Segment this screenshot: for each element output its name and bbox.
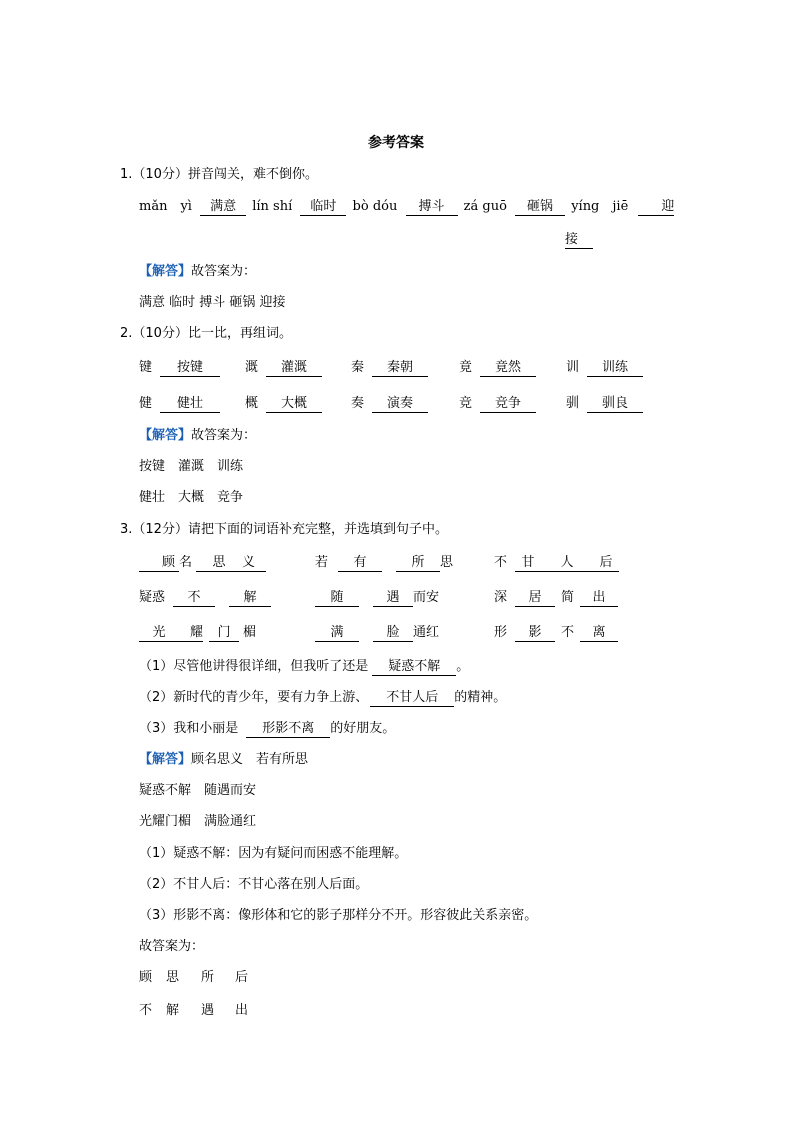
q1-answer-5a: 迎 xyxy=(638,198,674,216)
answer-char: 解 xyxy=(166,1003,180,1018)
given-char: 竟 xyxy=(459,360,473,375)
blank: 影 xyxy=(515,624,555,642)
blank: 光 xyxy=(139,624,179,642)
answer-word: 竟然 xyxy=(480,359,536,377)
given-char: 驯 xyxy=(566,396,580,411)
q2-item xyxy=(566,359,643,377)
q3-row-3-idiom-c xyxy=(494,624,618,642)
analysis-tag: 【解答】 xyxy=(139,752,192,767)
given-char: 训 xyxy=(566,360,580,375)
q3-row-3-idiom-b xyxy=(315,624,439,642)
given-char: 思 xyxy=(440,555,454,570)
q3-analysis-line-3: 光耀门楣 满脸通红 xyxy=(139,814,257,829)
answer-char: 后 xyxy=(235,970,249,985)
q3-explanation-1: （1）疑惑不解：因为有疑问而困惑不能理解。 xyxy=(139,846,408,861)
answer-word: 竞争 xyxy=(480,395,536,413)
given-char: 竞 xyxy=(459,396,473,411)
q3-row-1-idiom-a xyxy=(139,554,266,572)
given-char: 楣 xyxy=(243,625,257,640)
q3-row-3-idiom-a xyxy=(139,624,256,642)
blank: 疑惑不解 xyxy=(372,658,456,676)
q3-analysis-line-2: 疑惑不解 随遇而安 xyxy=(139,783,257,798)
given-char: 溉 xyxy=(245,360,259,375)
given-char: 名 xyxy=(179,555,193,570)
q2-item xyxy=(459,395,536,413)
given-char: 若 xyxy=(315,555,329,570)
pinyin-4: zá guō xyxy=(463,199,507,214)
blank: 门 xyxy=(209,624,239,642)
blank: 所 xyxy=(396,554,440,572)
blank: 出 xyxy=(580,589,618,607)
q2-item xyxy=(459,359,536,377)
q3-explanation-3: （3）形影不离：像形体和它的影子那样分不开。形容彼此关系亲密。 xyxy=(139,908,538,923)
blank: 思 xyxy=(196,554,242,572)
given-char: 深 xyxy=(494,590,508,605)
q1-analysis xyxy=(139,263,256,281)
given-char: 形 xyxy=(494,625,508,640)
blank: 顾 xyxy=(139,554,179,572)
q3-row-2-idiom-c xyxy=(494,589,618,607)
answer-char: 遇 xyxy=(201,1003,215,1018)
q2-analysis xyxy=(139,427,256,445)
blank: 义 xyxy=(242,554,266,572)
blank: 居 xyxy=(515,589,555,607)
answer-word: 演奏 xyxy=(372,395,428,413)
answer-word: 驯良 xyxy=(587,395,643,413)
q3-row-1-idiom-b xyxy=(315,554,453,572)
q2-answer-line-2: 健壮 大概 竞争 xyxy=(139,490,244,505)
answer-word: 按键 xyxy=(160,359,220,377)
blank: 离 xyxy=(580,624,618,642)
answer-word: 秦朝 xyxy=(372,359,428,377)
q3-row-1-idiom-c xyxy=(494,554,619,572)
answer-word: 大概 xyxy=(266,395,322,413)
q1-answer-2: 临时 xyxy=(300,198,346,216)
pinyin-5: yíng jiē xyxy=(571,199,629,214)
analysis-text: 故答案为： xyxy=(191,264,257,279)
answer-char: 不 xyxy=(139,1003,153,1018)
blank: 满 xyxy=(315,624,359,642)
q2-item xyxy=(351,395,428,413)
blank: 不 xyxy=(173,589,215,607)
answer-char: 所 xyxy=(201,970,215,985)
pinyin-3: bò dóu xyxy=(352,199,398,214)
q2-item xyxy=(351,359,428,377)
q1-answer-5b: 接 xyxy=(565,231,593,249)
q3-row-2-idiom-a xyxy=(139,589,271,607)
answer-char: 顾 xyxy=(139,970,153,985)
given-char: 而安 xyxy=(413,590,440,605)
q1-pinyin-row xyxy=(139,198,674,216)
given-char: 不 xyxy=(561,625,575,640)
question-2-heading: 2.（10分）比一比，再组词。 xyxy=(120,326,292,341)
analysis-text: 顾名思义 若有所思 xyxy=(191,752,309,767)
analysis-tag: 【解答】 xyxy=(139,428,192,443)
blank: 不甘人后 xyxy=(370,689,454,707)
answer-char: 思 xyxy=(166,970,180,985)
q1-answer-4: 砸锅 xyxy=(515,198,565,216)
given-char: 健 xyxy=(139,396,153,411)
q2-item xyxy=(139,359,220,377)
q2-item xyxy=(139,395,220,413)
blank: 有 xyxy=(338,554,382,572)
answer-word: 灌溉 xyxy=(266,359,322,377)
answer-word: 训练 xyxy=(587,359,643,377)
q2-item xyxy=(566,395,643,413)
pinyin-2: lín shí xyxy=(252,199,293,214)
answer-word: 健壮 xyxy=(160,395,220,413)
q1-answer-3: 搏斗 xyxy=(406,198,458,216)
q1-answer-line: 满意 临时 搏斗 砸锅 迎接 xyxy=(139,295,286,310)
blank: 解 xyxy=(229,589,271,607)
given-char: 疑惑 xyxy=(139,590,166,605)
q3-explanation-2: （2）不甘人后：不甘心落在别人后面。 xyxy=(139,877,369,892)
q3-answer-label: 故答案为： xyxy=(139,939,205,954)
q3-sentence-3: （3）我和小丽是 形影不离 的好朋友。 xyxy=(139,721,396,736)
given-char: 秦 xyxy=(351,360,365,375)
q3-row-2-idiom-b xyxy=(315,589,439,607)
given-char: 奏 xyxy=(351,396,365,411)
given-char: 简 xyxy=(561,590,575,605)
q3-analysis xyxy=(139,751,308,769)
q1-answer-1: 满意 xyxy=(200,198,246,216)
blank: 脸 xyxy=(373,624,413,642)
q3-sentence-1: （1）尽管他讲得很详细，但我听了还是 疑惑不解 。 xyxy=(139,659,470,674)
pinyin-1: mǎn yì xyxy=(139,199,192,214)
given-char: 不 xyxy=(494,555,508,570)
page-title: 参考答案 xyxy=(368,135,424,151)
question-1-heading: 1.（10分）拼音闯关，难不倒你。 xyxy=(120,167,318,182)
blank: 随 xyxy=(315,589,359,607)
analysis-text: 故答案为： xyxy=(191,428,257,443)
q2-answer-line-1: 按键 灌溉 训练 xyxy=(139,459,244,474)
given-char: 通红 xyxy=(413,625,440,640)
given-char: 概 xyxy=(245,396,259,411)
blank: 形影不离 xyxy=(246,720,330,738)
q3-sentence-2: （2）新时代的青少年，要有力争上游、 不甘人后 的精神。 xyxy=(139,690,507,705)
blank: 甘 人 后 xyxy=(515,554,619,572)
q2-item xyxy=(245,395,322,413)
answer-char: 出 xyxy=(235,1003,249,1018)
analysis-tag: 【解答】 xyxy=(139,264,192,279)
question-3-heading: 3.（12分）请把下面的词语补充完整，并选填到句子中。 xyxy=(120,522,448,537)
blank: 遇 xyxy=(373,589,413,607)
blank: 耀 xyxy=(179,624,203,642)
q2-item xyxy=(245,359,322,377)
given-char: 键 xyxy=(139,360,153,375)
